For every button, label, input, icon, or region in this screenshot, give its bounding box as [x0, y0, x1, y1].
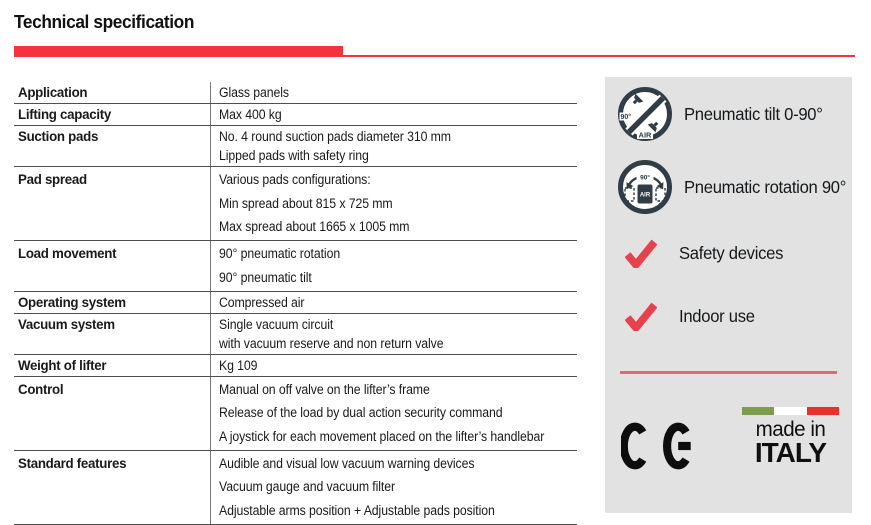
spec-value-line: Min spread about 815 x 725 mm: [219, 195, 393, 211]
table-row: [14, 314, 577, 355]
spec-value: [210, 314, 577, 354]
spec-value-line: A joystick for each movement placed on the lifter’s handlebar: [219, 428, 545, 444]
spec-value: [210, 451, 577, 524]
title-underline: [14, 46, 855, 58]
spec-label-text: Control: [18, 380, 64, 397]
flag-white: [774, 407, 806, 415]
spec-label: [14, 241, 210, 291]
feature-safety-devices: [625, 238, 789, 268]
spec-label: [14, 292, 210, 313]
spec-label-text: Vacuum system: [18, 315, 115, 332]
rotation-icon-degree-label: 90°: [640, 174, 650, 182]
table-row: [14, 451, 577, 525]
spec-label-text: Load movement: [18, 245, 117, 261]
spec-label-text: Lifting capacity: [18, 106, 111, 122]
title-underline-thin: [14, 55, 855, 57]
spec-value: [210, 167, 577, 240]
table-row: [14, 104, 577, 126]
made-in-italy-logo: [742, 407, 839, 466]
spec-value-line: Lipped pads with safety ring: [219, 148, 369, 163]
ce-mark-icon: [621, 421, 695, 476]
table-row: [14, 355, 577, 377]
spec-label-text: Operating system: [18, 293, 126, 310]
spec-value-line: Vacuum gauge and vacuum filter: [219, 479, 395, 494]
spec-label: [14, 167, 210, 240]
feature-indoor-use: [625, 301, 759, 331]
table-row: [14, 82, 577, 104]
spec-label: [14, 451, 210, 524]
spec-label-text: Pad spread: [18, 171, 87, 187]
spec-value-line: Audible and visual low vacuum warning devices: [219, 455, 475, 471]
tilt-icon-air-label: AIR: [638, 130, 652, 140]
italy-text: ITALY: [754, 437, 827, 468]
spec-value-line: Max 400 kg: [219, 107, 282, 122]
spec-label-text: Application: [18, 84, 88, 100]
tilt-icon-degree-label: 90°: [620, 114, 632, 121]
spec-value-line: Max spread about 1665 x 1005 mm: [219, 219, 410, 234]
spec-value: [210, 104, 577, 125]
spec-label: [14, 377, 210, 450]
spec-value: [210, 355, 577, 376]
spec-label-text: Suction pads: [18, 128, 99, 144]
spec-value-line: No. 4 round suction pads diameter 310 mm: [219, 129, 451, 144]
spec-label: [14, 126, 210, 166]
features-sidebar: [605, 77, 852, 513]
flag-red: [807, 407, 839, 415]
feature-label-safety-devices: Safety devices: [679, 242, 784, 263]
spec-value-line: Various pads configurations:: [219, 172, 371, 187]
spec-value-line: Compressed air: [219, 294, 305, 310]
spec-value-line: 90° pneumatic rotation: [219, 246, 341, 261]
italy-flag-icon: [742, 407, 839, 415]
table-row: [14, 126, 577, 167]
table-row: [14, 241, 577, 292]
spec-value-line: Glass panels: [219, 85, 289, 100]
pneumatic-rotation-icon: [617, 159, 673, 215]
feature-label-pneumatic-rotation: Pneumatic rotation 90°: [684, 176, 847, 197]
spec-value-line: with vacuum reserve and non return valve: [219, 335, 444, 351]
spec-table: [14, 82, 577, 525]
spec-value-line: Release of the load by dual action security command: [219, 405, 503, 420]
table-row: [14, 292, 577, 314]
spec-label-text: Standard features: [18, 454, 127, 471]
spec-value-line: 90° pneumatic tilt: [219, 269, 312, 285]
page-title: Technical specification: [14, 12, 195, 32]
spec-value: [210, 126, 577, 166]
check-icon: [625, 238, 657, 268]
table-row: [14, 377, 577, 451]
pneumatic-tilt-icon: [617, 86, 673, 142]
spec-value-line: Single vacuum circuit: [219, 316, 334, 332]
check-icon: [625, 301, 657, 331]
table-row: [14, 167, 577, 241]
spec-value: [210, 241, 577, 291]
feature-pneumatic-tilt: [617, 86, 830, 142]
spec-value-line: Manual on off valve on the lifter’s frame: [219, 381, 430, 397]
feature-label-indoor-use: Indoor use: [679, 305, 755, 326]
spec-value-line: Adjustable arms position + Adjustable pads position: [219, 502, 495, 518]
spec-value-line: Kg 109: [219, 357, 258, 373]
spec-label: [14, 314, 210, 354]
spec-label: [14, 82, 210, 103]
sidebar-divider: [620, 371, 837, 374]
flag-green: [742, 407, 774, 415]
spec-label: [14, 355, 210, 376]
spec-value: [210, 82, 577, 103]
spec-value: [210, 292, 577, 313]
spec-label: [14, 104, 210, 125]
feature-label-pneumatic-tilt: Pneumatic tilt 0-90°: [684, 103, 823, 124]
spec-value: [210, 377, 577, 450]
spec-label-text: Weight of lifter: [18, 356, 107, 373]
feature-pneumatic-rotation: [617, 159, 855, 215]
rotation-icon-air-label: AIR: [639, 192, 651, 199]
made-in-text: made in: [755, 418, 826, 441]
title-underline-thick: [14, 46, 343, 55]
